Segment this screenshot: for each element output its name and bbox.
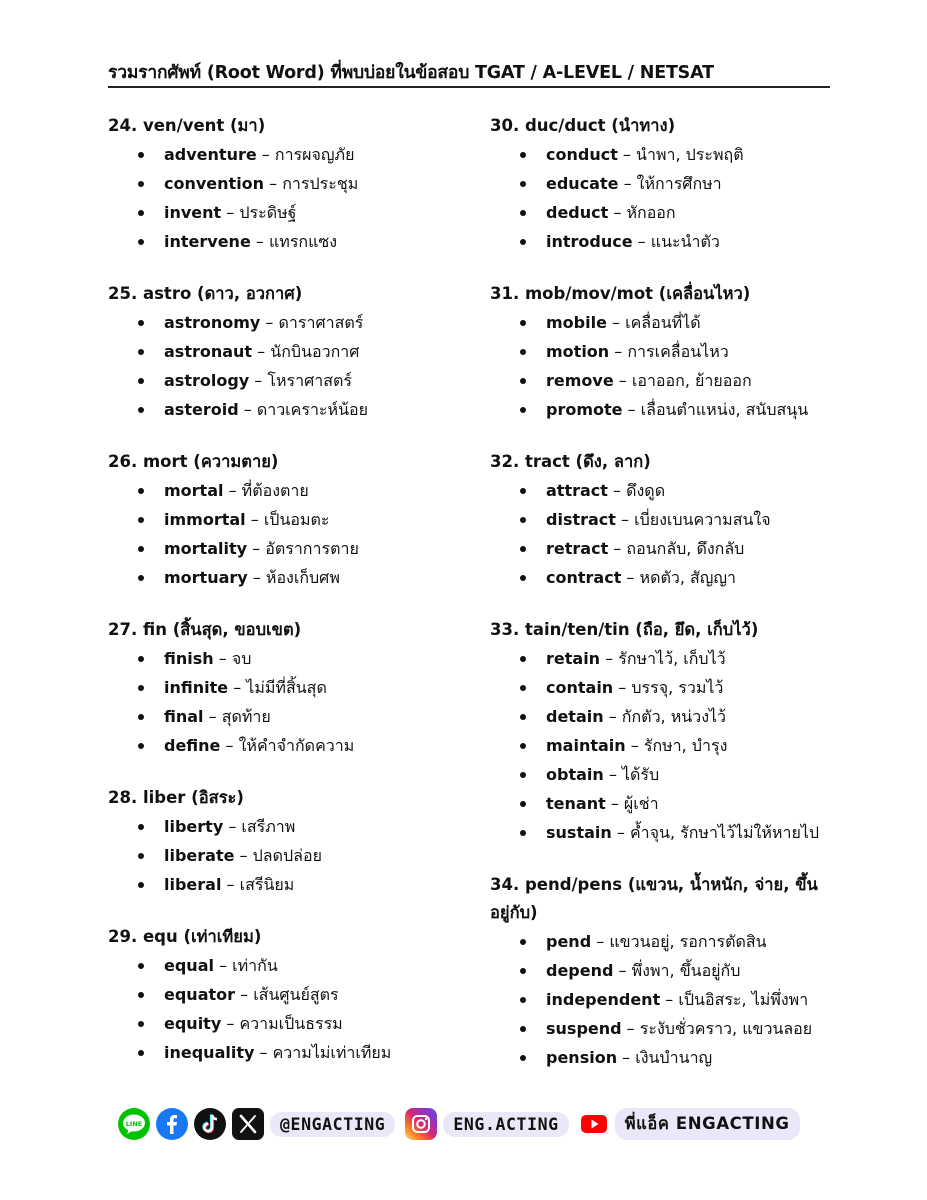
- thai-meaning: ปลดปล่อย: [252, 846, 322, 865]
- thai-meaning: หดตัว, สัญญา: [639, 568, 737, 587]
- dash-separator: –: [606, 313, 626, 332]
- word-list-item: [490, 140, 830, 169]
- vocab-word: mortal: [164, 481, 224, 500]
- section-heading: 24. ven/vent (มา): [108, 116, 266, 135]
- vocab-word: convention: [164, 174, 265, 193]
- bullet-icon: [138, 685, 144, 691]
- word-list-item: [108, 673, 468, 702]
- vocab-word: adventure: [164, 145, 257, 164]
- bullet-icon: [138, 1021, 144, 1027]
- thai-meaning: เส้นศูนย์สูตร: [253, 985, 339, 1004]
- root-section: [108, 448, 468, 592]
- vocab-word: deduct: [546, 203, 609, 222]
- vocab-word: invent: [164, 203, 222, 222]
- dash-separator: –: [245, 510, 264, 529]
- bullet-icon: [520, 517, 526, 523]
- dash-separator: –: [223, 481, 242, 500]
- vocab-word: intervene: [164, 232, 251, 251]
- word-list-item: [490, 702, 830, 731]
- section-heading: 30. duc/duct (นำทาง): [490, 116, 676, 135]
- dash-separator: –: [600, 649, 619, 668]
- dash-separator: –: [607, 481, 627, 500]
- vocab-word: inequality: [164, 1043, 255, 1062]
- vocab-word: promote: [546, 400, 623, 419]
- vocab-word: attract: [546, 481, 608, 500]
- word-list-item: [108, 476, 468, 505]
- thai-meaning: อัตราการตาย: [265, 539, 359, 558]
- vocab-word: retract: [546, 539, 609, 558]
- social-footer: [118, 1106, 810, 1142]
- dash-separator: –: [603, 707, 622, 726]
- root-section: [108, 280, 468, 424]
- line-icon[interactable]: [118, 1108, 150, 1140]
- vocab-word: contract: [546, 568, 622, 587]
- bullet-icon: [520, 152, 526, 158]
- section-heading: 32. tract (ดึง, ลาก): [490, 452, 651, 471]
- vocab-word: mobile: [546, 313, 607, 332]
- section-heading: 25. astro (ดาว, อวกาศ): [108, 284, 303, 303]
- right-column: [490, 112, 830, 1096]
- vocab-word: independent: [546, 990, 661, 1009]
- thai-meaning: ไม่มีที่สิ้นสุด: [246, 678, 327, 697]
- bullet-icon: [138, 210, 144, 216]
- bullet-icon: [520, 210, 526, 216]
- vocab-word: conduct: [546, 145, 618, 164]
- word-list-item: [108, 337, 468, 366]
- thai-meaning: ความไม่เท่าเทียม: [272, 1043, 392, 1062]
- word-list-item: [490, 818, 830, 847]
- word-list-item: [490, 673, 830, 702]
- word-list-item: [108, 227, 468, 256]
- word-list-item: [108, 1038, 468, 1067]
- word-list-item: [108, 366, 468, 395]
- dash-separator: –: [264, 174, 283, 193]
- dash-separator: –: [621, 568, 640, 587]
- vocab-word: define: [164, 736, 221, 755]
- word-list-item: [108, 980, 468, 1009]
- word-list-item: [490, 731, 830, 760]
- dash-separator: –: [221, 875, 240, 894]
- bullet-icon: [520, 1026, 526, 1032]
- youtube-icon[interactable]: [579, 1108, 609, 1140]
- bullet-icon: [138, 1050, 144, 1056]
- vocab-word: maintain: [546, 736, 626, 755]
- section-heading: 29. equ (เท่าเทียม): [108, 927, 262, 946]
- vocab-word: liberal: [164, 875, 222, 894]
- thai-meaning: การผจญภัย: [274, 145, 355, 164]
- bullet-icon: [138, 349, 144, 355]
- thai-meaning: ดาราศาสตร์: [278, 313, 364, 332]
- word-list-item: [490, 198, 830, 227]
- thai-meaning: ห้องเก็บศพ: [265, 568, 340, 587]
- thai-meaning: ดาวเคราะห์น้อย: [256, 400, 368, 419]
- word-list-item: [490, 1043, 830, 1072]
- dash-separator: –: [221, 203, 240, 222]
- vocab-word: distract: [546, 510, 616, 529]
- dash-separator: –: [613, 678, 632, 697]
- root-section: [490, 280, 830, 424]
- thai-meaning: กักตัว, หน่วงไว้: [621, 707, 727, 726]
- x-icon[interactable]: [232, 1108, 264, 1140]
- thai-meaning: เสรีนิยม: [239, 875, 295, 894]
- dash-separator: –: [247, 568, 266, 587]
- thai-meaning: แนะนำตัว: [650, 232, 720, 251]
- dash-separator: –: [213, 649, 232, 668]
- dash-separator: –: [260, 313, 279, 332]
- dash-separator: –: [613, 961, 632, 980]
- vocab-word: obtain: [546, 765, 604, 784]
- vocab-word: equity: [164, 1014, 222, 1033]
- vocab-word: contain: [546, 678, 614, 697]
- word-list-item: [108, 702, 468, 731]
- thai-meaning: ผู้เช่า: [623, 794, 659, 813]
- bullet-icon: [138, 181, 144, 187]
- thai-meaning: โหราศาสตร์: [267, 371, 352, 390]
- section-heading: 34. pend/pens (แขวน, น้ำหนัก, จ่าย, ขึ้นอยู่กับ): [490, 875, 818, 922]
- word-list-item: [490, 1014, 830, 1043]
- vocab-word: suspend: [546, 1019, 622, 1038]
- thai-meaning: ประดิษฐ์: [239, 203, 297, 222]
- dash-separator: –: [228, 678, 247, 697]
- dash-separator: –: [591, 932, 610, 951]
- dash-separator: –: [203, 707, 222, 726]
- word-list-item: [490, 927, 830, 956]
- dash-separator: –: [608, 203, 627, 222]
- word-list-item: [108, 198, 468, 227]
- bullet-icon: [520, 575, 526, 581]
- vocab-word: introduce: [546, 232, 633, 251]
- bullet-icon: [520, 968, 526, 974]
- word-list-item: [108, 140, 468, 169]
- title-divider: [108, 86, 830, 88]
- word-list-item: [490, 985, 830, 1014]
- root-section: [490, 448, 830, 592]
- section-heading: 31. mob/mov/mot (เคลื่อนไหว): [490, 284, 751, 303]
- bullet-icon: [138, 824, 144, 830]
- thai-meaning: จบ: [231, 649, 252, 668]
- section-heading: 28. liber (อิสระ): [108, 788, 244, 807]
- bullet-icon: [138, 152, 144, 158]
- vocab-word: liberty: [164, 817, 224, 836]
- line-icon-label: LINE: [125, 1120, 143, 1128]
- thai-meaning: ดึงดูด: [626, 481, 666, 500]
- word-list-item: [490, 366, 830, 395]
- vocab-word: final: [164, 707, 204, 726]
- dash-separator: –: [622, 400, 641, 419]
- thai-meaning: ให้การศึกษา: [636, 174, 722, 193]
- thai-meaning: แทรกแซง: [268, 232, 338, 251]
- handle-engacting[interactable]: @ENGACTING: [270, 1112, 395, 1137]
- bullet-icon: [520, 685, 526, 691]
- thai-meaning: ความเป็นธรรม: [239, 1014, 343, 1033]
- bullet-icon: [138, 656, 144, 662]
- root-section: [490, 112, 830, 256]
- bullet-icon: [520, 714, 526, 720]
- thai-meaning: ถอนกลับ, ดึงกลับ: [626, 539, 745, 558]
- word-list-item: [108, 1009, 468, 1038]
- section-heading: 27. fin (สิ้นสุด, ขอบเขต): [108, 620, 302, 639]
- vocab-word: remove: [546, 371, 614, 390]
- word-list-item: [490, 395, 830, 424]
- vocab-word: mortality: [164, 539, 248, 558]
- bullet-icon: [138, 407, 144, 413]
- dash-separator: –: [252, 342, 271, 361]
- thai-meaning: นักบินอวกาศ: [270, 342, 360, 361]
- thai-meaning: รักษาไว้, เก็บไว้: [618, 649, 726, 668]
- word-list-item: [490, 476, 830, 505]
- root-section: [108, 784, 468, 899]
- vocab-word: retain: [546, 649, 601, 668]
- thai-meaning: บรรจุ, รวมไว้: [631, 678, 724, 697]
- thai-meaning: การประชุม: [282, 174, 359, 193]
- thai-meaning: พึ่งพา, ขึ้นอยู่กับ: [631, 961, 741, 980]
- vocab-word: equator: [164, 985, 236, 1004]
- dash-separator: –: [235, 985, 254, 1004]
- word-list-item: [108, 534, 468, 563]
- bullet-icon: [520, 181, 526, 187]
- root-section: [108, 923, 468, 1067]
- vocab-word: infinite: [164, 678, 229, 697]
- thai-meaning: เอาออก, ย้ายออก: [631, 371, 752, 390]
- facebook-icon[interactable]: [156, 1108, 188, 1140]
- word-list-item: [490, 760, 830, 789]
- word-list-item: [490, 337, 830, 366]
- word-list-item: [490, 169, 830, 198]
- thai-meaning: ให้คำจำกัดความ: [238, 736, 355, 755]
- thai-meaning: เงินบำนาญ: [635, 1048, 713, 1067]
- thai-meaning: ที่ต้องตาย: [241, 481, 309, 500]
- word-list-item: [490, 563, 830, 592]
- thai-meaning: เคลื่อนที่ได้: [625, 313, 701, 332]
- dash-separator: –: [615, 510, 635, 529]
- dash-separator: –: [609, 342, 628, 361]
- word-list-item: [108, 395, 468, 424]
- thai-meaning: เท่ากัน: [232, 956, 278, 975]
- tiktok-icon[interactable]: [194, 1108, 226, 1140]
- dash-separator: –: [223, 817, 242, 836]
- dash-separator: –: [603, 765, 622, 784]
- bullet-icon: [520, 997, 526, 1003]
- bullet-icon: [138, 992, 144, 998]
- bullet-icon: [138, 546, 144, 552]
- dash-separator: –: [617, 1048, 636, 1067]
- bullet-icon: [520, 349, 526, 355]
- word-list-item: [108, 505, 468, 534]
- dash-separator: –: [256, 145, 275, 164]
- root-section: [490, 616, 830, 847]
- dash-separator: –: [605, 794, 624, 813]
- word-list-item: [490, 505, 830, 534]
- thai-meaning: เป็นอมตะ: [263, 510, 330, 529]
- bullet-icon: [520, 772, 526, 778]
- word-list-item: [108, 308, 468, 337]
- bullet-icon: [520, 239, 526, 245]
- word-list-item: [108, 951, 468, 980]
- vocab-word: tenant: [546, 794, 606, 813]
- bullet-icon: [138, 882, 144, 888]
- bullet-icon: [520, 378, 526, 384]
- word-list-item: [108, 644, 468, 673]
- bullet-icon: [520, 656, 526, 662]
- vocab-word: detain: [546, 707, 604, 726]
- dash-separator: –: [249, 371, 268, 390]
- page-title: รวมรากศัพท์ (Root Word) ที่พบบ่อยในข้อสอบ TGAT / A-LEVEL / NETSAT: [108, 63, 714, 83]
- thai-meaning: ได้รับ: [621, 765, 660, 784]
- dash-separator: –: [621, 1019, 640, 1038]
- bullet-icon: [138, 714, 144, 720]
- dash-separator: –: [660, 990, 679, 1009]
- vocab-word: pend: [546, 932, 592, 951]
- vocab-word: equal: [164, 956, 214, 975]
- word-list-item: [490, 534, 830, 563]
- bullet-icon: [138, 963, 144, 969]
- bullet-icon: [520, 743, 526, 749]
- dash-separator: –: [250, 232, 269, 251]
- thai-meaning: รักษา, บำรุง: [643, 736, 728, 755]
- dash-separator: –: [611, 823, 630, 842]
- word-list-item: [108, 812, 468, 841]
- dash-separator: –: [617, 145, 637, 164]
- word-list-item: [490, 789, 830, 818]
- dash-separator: –: [625, 736, 644, 755]
- handle-eng-acting[interactable]: ENG.ACTING: [443, 1112, 568, 1137]
- vocab-word: depend: [546, 961, 614, 980]
- section-heading: 33. tain/ten/tin (ถือ, ยึด, เก็บไว้): [490, 620, 759, 639]
- dash-separator: –: [613, 371, 632, 390]
- thai-meaning: แขวนอยู่, รอการตัดสิน: [609, 932, 767, 951]
- thai-meaning: หักออก: [626, 203, 676, 222]
- word-list-item: [108, 870, 468, 899]
- thai-meaning: ระงับชั่วคราว, แขวนลอย: [639, 1019, 813, 1038]
- bullet-icon: [520, 320, 526, 326]
- bullet-icon: [520, 939, 526, 945]
- dash-separator: –: [608, 539, 627, 558]
- vocab-word: sustain: [546, 823, 612, 842]
- bullet-icon: [138, 378, 144, 384]
- vocab-word: mortuary: [164, 568, 248, 587]
- vocab-word: astronaut: [164, 342, 253, 361]
- root-section: [490, 871, 830, 1072]
- dash-separator: –: [254, 1043, 273, 1062]
- dash-separator: –: [632, 232, 651, 251]
- vocab-word: astrology: [164, 371, 250, 390]
- thai-meaning: เบี่ยงเบนความสนใจ: [634, 510, 771, 529]
- word-list-item: [108, 841, 468, 870]
- dash-separator: –: [213, 956, 233, 975]
- bullet-icon: [138, 853, 144, 859]
- bullet-icon: [138, 320, 144, 326]
- bullet-icon: [520, 407, 526, 413]
- vocab-word: astronomy: [164, 313, 261, 332]
- bullet-icon: [138, 743, 144, 749]
- dash-separator: –: [220, 736, 239, 755]
- instagram-icon[interactable]: [405, 1108, 437, 1140]
- word-list-item: [490, 644, 830, 673]
- bullet-icon: [138, 575, 144, 581]
- bullet-icon: [520, 801, 526, 807]
- dash-separator: –: [618, 174, 637, 193]
- word-list-item: [490, 227, 830, 256]
- bullet-icon: [520, 488, 526, 494]
- thai-meaning: เลื่อนตำแหน่ง, สนับสนุน: [640, 400, 809, 419]
- vocab-word: pension: [546, 1048, 618, 1067]
- word-list-item: [108, 731, 468, 760]
- left-column: [108, 112, 468, 1091]
- vocab-word: educate: [546, 174, 619, 193]
- vocab-word: motion: [546, 342, 610, 361]
- root-section: [108, 112, 468, 256]
- dash-separator: –: [221, 1014, 240, 1033]
- vocab-word: liberate: [164, 846, 235, 865]
- word-list-item: [490, 308, 830, 337]
- bullet-icon: [138, 488, 144, 494]
- thai-meaning: ค้ำจุน, รักษาไว้ไม่ให้หายไป: [629, 823, 820, 842]
- thai-meaning: เสรีภาพ: [241, 817, 296, 836]
- section-heading: 26. mort (ความตาย): [108, 452, 279, 471]
- handle-youtube[interactable]: พี่แอ็ค ENGACTING: [615, 1108, 800, 1140]
- bullet-icon: [520, 546, 526, 552]
- word-list-item: [490, 956, 830, 985]
- thai-meaning: นำพา, ประพฤติ: [636, 145, 744, 164]
- vocab-word: immortal: [164, 510, 246, 529]
- bullet-icon: [138, 239, 144, 245]
- thai-meaning: สุดท้าย: [221, 707, 271, 726]
- thai-meaning: เป็นอิสระ, ไม่พึ่งพา: [678, 990, 809, 1009]
- bullet-icon: [520, 1055, 526, 1061]
- dash-separator: –: [247, 539, 266, 558]
- word-list-item: [108, 169, 468, 198]
- dash-separator: –: [238, 400, 257, 419]
- vocab-word: asteroid: [164, 400, 239, 419]
- vocab-word: finish: [164, 649, 214, 668]
- bullet-icon: [138, 517, 144, 523]
- bullet-icon: [520, 830, 526, 836]
- dash-separator: –: [234, 846, 253, 865]
- root-section: [108, 616, 468, 760]
- thai-meaning: การเคลื่อนไหว: [627, 342, 729, 361]
- word-list-item: [108, 563, 468, 592]
